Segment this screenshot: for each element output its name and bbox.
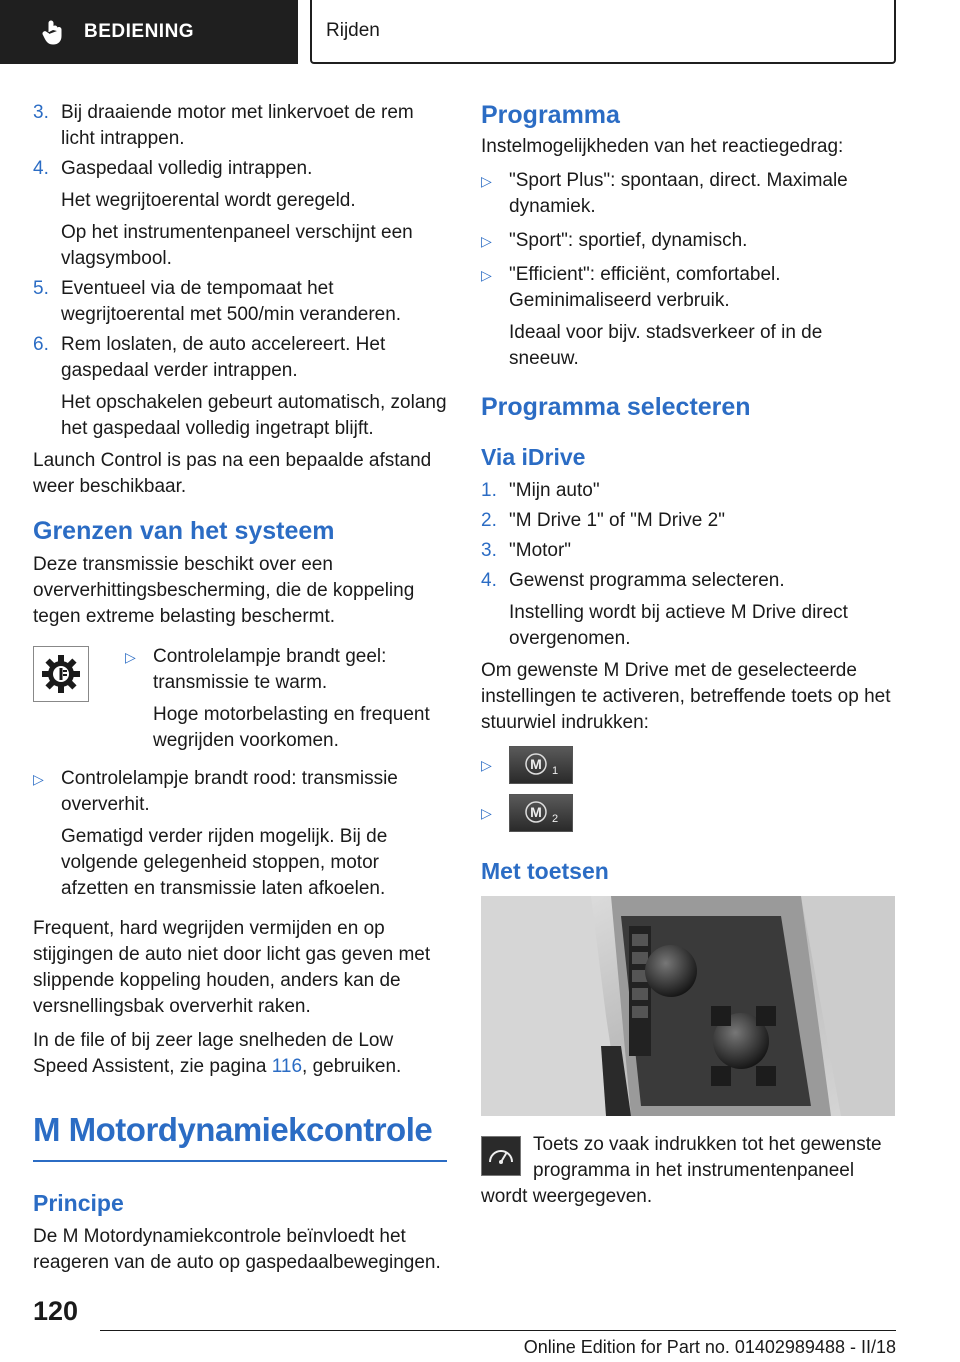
step-number: 3. (33, 102, 49, 123)
svg-text:2: 2 (552, 813, 559, 825)
page-number: 120 (33, 1296, 79, 1326)
transmission-warning-icon (33, 646, 89, 702)
bullet-efficient: ▷ "Efficient": efficiënt, comfortabel. Geminimaliseerd verbruik. (481, 262, 897, 314)
step-5 (33, 276, 447, 328)
grenzen-text: Deze transmissie beschikt over een oververhittingsbescherming, die de koppeling tegen extreme belasting beschermt. (33, 554, 415, 627)
step-4 (33, 156, 447, 182)
section-tab (0, 0, 298, 64)
toets-note (481, 1132, 897, 1210)
step-4-note-1: Het wegrijtoerental wordt geregeld. (61, 190, 356, 211)
programma-intro: Instelmogelijkheden van het reactiegedrag: (481, 136, 844, 157)
bullet-sport: ▷ "Sport": sportief, dynamisch. (481, 228, 897, 254)
svg-text:M: M (530, 756, 542, 772)
page-link[interactable]: 116 (271, 1056, 303, 1077)
footer-divider (100, 1330, 896, 1331)
heading-principe: Principe (33, 1190, 124, 1216)
m2-key-icon (509, 794, 573, 832)
svg-text:M: M (530, 804, 542, 820)
step-number: 1. (481, 480, 497, 501)
m-drive-1-key-row (481, 746, 897, 784)
bullet-sport-plus: ▷ "Sport Plus": spontaan, direct. Maximale dynamiek. (481, 168, 897, 220)
heading-m-motordynamiekcontrole: M Motordynamiekcontrole (33, 1110, 447, 1162)
warning-block (33, 644, 447, 758)
section-label: BEDIENING (84, 21, 195, 42)
step-number: 2. (481, 510, 497, 531)
step-text: "M Drive 1" of "M Drive 2" (509, 510, 725, 531)
launch-control-note: Launch Control is pas na een bepaalde afstand weer beschikbaar. (33, 450, 432, 497)
hand-pointer-icon (40, 18, 68, 46)
idrive-step-2 (481, 508, 897, 534)
step-text: Rem loslaten, de auto accelereert. Het gaspedaal verder intrappen. (61, 334, 386, 381)
triangle-bullet-icon: ▷ (481, 757, 492, 773)
warning-yellow: ▷ Controlelampje brandt geel: transmissie te warm. (125, 644, 447, 696)
idrive-step-4 (481, 568, 897, 594)
center-console-photo (481, 896, 895, 1116)
heading-via-idrive: Via iDrive (481, 444, 586, 470)
efficient-note: Ideaal voor bijv. stadsverkeer of in de sneeuw. (509, 322, 823, 369)
step-text: Eventueel via de tempomaat het wegrijtoerental met 500/min veranderen. (61, 278, 402, 325)
toets-text: Toets zo vaak indrukken tot het gewenste programma in het instrumentenpaneel wordt weergegeven. (481, 1134, 882, 1207)
chapter-tab (310, 0, 896, 64)
step-number: 6. (33, 334, 49, 355)
warning-yellow-note: Hoge motorbelasting en frequent wegrijden voorkomen. (153, 704, 430, 751)
m-drive-2-key-row (481, 794, 897, 832)
heading-programma: Programma (481, 101, 620, 129)
triangle-bullet-icon: ▷ (481, 173, 492, 189)
step-6 (33, 332, 447, 384)
step-text: "Mijn auto" (509, 480, 600, 501)
drive-mode-button-icon (481, 1136, 521, 1176)
edition-footer: Online Edition for Part no. 01402989488 - II/18 (523, 1337, 896, 1357)
step-text: "Motor" (509, 540, 572, 561)
left-column (33, 100, 447, 1284)
step-number: 5. (33, 278, 49, 299)
idrive-step-4-note: Instelling wordt bij actieve M Drive direct overgenomen. (509, 602, 848, 649)
heading-grenzen: Grenzen van het systeem (33, 517, 335, 545)
step-text: Bij draaiende motor met linkervoet de rem licht intrappen. (61, 102, 414, 149)
idrive-step-1 (481, 478, 897, 504)
step-number: 3. (481, 540, 497, 561)
step-number: 4. (481, 570, 497, 591)
step-6-note: Het opschakelen gebeurt automatisch, zolang het gaspedaal volledig ingetrapt blijft. (61, 392, 447, 439)
svg-text:1: 1 (552, 765, 559, 777)
triangle-bullet-icon: ▷ (481, 805, 492, 821)
step-number: 4. (33, 158, 49, 179)
activate-text: Om gewenste M Drive met de geselecteerde instellingen te activeren, betreffende toets op het stuurwiel indrukken: (481, 660, 891, 733)
right-column (481, 100, 897, 1210)
idrive-step-3 (481, 538, 897, 564)
heading-programma-selecteren: Programma selecteren (481, 393, 751, 421)
heading-met-toetsen: Met toetsen (481, 858, 609, 884)
warning-red: ▷ Controlelampje brandt rood: transmissie oververhit. (33, 766, 447, 818)
triangle-bullet-icon: ▷ (481, 267, 492, 283)
step-text: Gaspedaal volledig intrappen. (61, 158, 313, 179)
m1-key-icon (509, 746, 573, 784)
principe-text: De M Motordynamiekcontrole beïnvloedt het reageren van de auto op gaspedaalbewegingen. (33, 1226, 441, 1273)
chapter-label: Rijden (326, 20, 380, 41)
step-text: Gewenst programma selecteren. (509, 570, 785, 591)
low-speed-note: In de file of bij zeer lage snelheden de Low Speed Assistent, zie pagina 116, gebruiken. (33, 1030, 402, 1077)
step-3 (33, 100, 447, 152)
frequent-note: Frequent, hard wegrijden vermijden en op stijgingen de auto niet door licht gas geven met slippende koppeling houden, anders kan de versnellingsbak oververhit raken. (33, 918, 431, 1017)
triangle-bullet-icon: ▷ (125, 649, 136, 665)
step-4-note-2: Op het instrumentenpaneel verschijnt een vlagsymbool. (61, 222, 413, 269)
triangle-bullet-icon: ▷ (33, 771, 44, 787)
triangle-bullet-icon: ▷ (481, 233, 492, 249)
warning-red-note: Gematigd verder rijden mogelijk. Bij de volgende gelegenheid stoppen, motor afzetten en transmissie laten afkoelen. (61, 826, 388, 899)
